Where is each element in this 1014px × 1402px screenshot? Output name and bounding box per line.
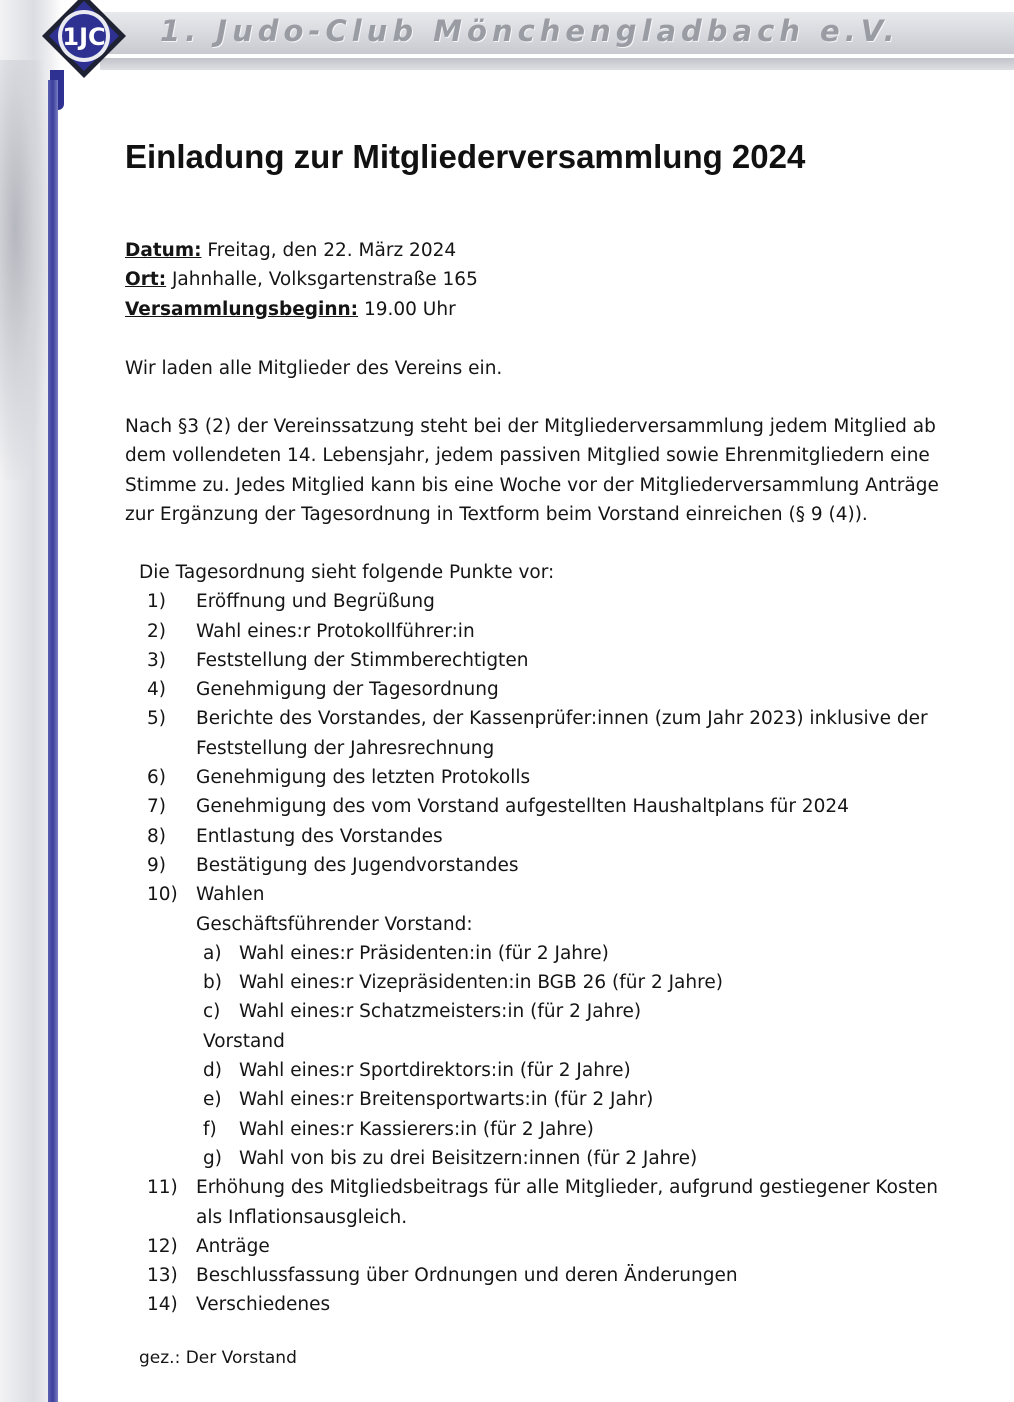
agenda-item-number: 4) bbox=[147, 679, 166, 701]
agenda-item-text: Feststellung der Stimmberechtigten bbox=[196, 649, 529, 671]
election-text: Wahl eines:r Breitensportwarts:in (für 2 Jahr) bbox=[239, 1089, 654, 1111]
meeting-details bbox=[125, 236, 995, 324]
election-text: Wahl eines:r Kassierers:in (für 2 Jahre) bbox=[239, 1118, 594, 1140]
election-item bbox=[139, 997, 999, 1026]
start-label: Versammlungsbeginn: bbox=[125, 298, 359, 320]
agenda-item bbox=[139, 822, 999, 851]
place-value: Jahnhalle, Volksgartenstraße 165 bbox=[166, 269, 478, 291]
agenda-item-text-continued: Feststellung der Jahresrechnung bbox=[196, 737, 495, 759]
date-value: Freitag, den 22. März 2024 bbox=[201, 240, 457, 261]
election-text: Wahl eines:r Sportdirektors:in (für 2 Jahre) bbox=[239, 1060, 631, 1082]
agenda-item bbox=[139, 1173, 999, 1202]
election-letter: e) bbox=[203, 1089, 222, 1111]
election-text: Wahl eines:r Vizepräsidenten:in BGB 26 (für 2 Jahre) bbox=[239, 972, 723, 994]
election-letter: c) bbox=[203, 1001, 221, 1023]
paragraph-line: Nach §3 (2) der Vereinssatzung steht bei der Mitgliederversammlung jedem Mitglied ab bbox=[125, 416, 936, 437]
strip-photo-fade bbox=[0, 60, 50, 480]
agenda-item-number: 13) bbox=[147, 1265, 178, 1287]
page-title: Einladung zur Mitgliederversammlung 2024 bbox=[125, 138, 806, 175]
date-label: Datum: bbox=[125, 240, 202, 261]
agenda-item-number: 5) bbox=[147, 708, 166, 730]
signature: gez.: Der Vorstand bbox=[139, 1348, 297, 1368]
agenda-item-text: Genehmigung des letzten Protokolls bbox=[196, 767, 531, 789]
start-value: 19.00 Uhr bbox=[358, 298, 456, 320]
agenda-intro: Die Tagesordnung sieht folgende Punkte vor: bbox=[139, 562, 555, 583]
header-underline bbox=[100, 58, 1014, 70]
paragraph-line: zur Ergänzung der Tagesordnung in Textform beim Vorstand einreichen (§ 9 (4)). bbox=[125, 504, 868, 526]
election-text: Wahl eines:r Schatzmeisters:in (für 2 Jahre) bbox=[239, 1001, 642, 1023]
election-letter: f) bbox=[203, 1118, 217, 1140]
agenda-item bbox=[139, 880, 999, 909]
place-label: Ort: bbox=[125, 269, 167, 291]
agenda-item-text: Beschlussfassung über Ordnungen und deren Änderungen bbox=[196, 1265, 738, 1287]
election-letter: a) bbox=[203, 942, 222, 964]
agenda-item-continuation bbox=[139, 734, 999, 763]
agenda-item bbox=[139, 704, 999, 733]
agenda-item-text: Erhöhung des Mitgliedsbeitrags für alle Mitglieder, aufgrund gestiegener Kosten bbox=[196, 1177, 938, 1199]
agenda-item-number: 7) bbox=[147, 796, 166, 818]
agenda-item-text: Berichte des Vorstandes, der Kassenprüfer:innen (zum Jahr 2023) inklusive der bbox=[196, 708, 928, 730]
agenda-item bbox=[139, 617, 999, 646]
agenda-item-text: Wahlen bbox=[196, 884, 265, 906]
agenda bbox=[139, 558, 999, 1320]
election-item bbox=[139, 968, 999, 997]
election-letter: d) bbox=[203, 1060, 222, 1082]
agenda-item-text: Genehmigung der Tagesordnung bbox=[196, 679, 499, 701]
agenda-item-number: 6) bbox=[147, 767, 166, 789]
election-text: Wahl eines:r Präsidenten:in (für 2 Jahre) bbox=[239, 942, 609, 964]
left-decorative-strip bbox=[0, 0, 62, 1402]
agenda-item-number: 10) bbox=[147, 884, 178, 906]
agenda-item-number: 2) bbox=[147, 620, 166, 642]
agenda-item-number: 8) bbox=[147, 825, 166, 847]
election-letter: g) bbox=[203, 1147, 222, 1169]
agenda-item-number: 12) bbox=[147, 1235, 178, 1257]
agenda-item-number: 1) bbox=[147, 591, 166, 613]
statute-paragraph bbox=[125, 412, 995, 530]
election-text: Wahl von bis zu drei Beisitzern:innen (für 2 Jahre) bbox=[239, 1147, 698, 1169]
club-logo-icon bbox=[38, 0, 130, 82]
agenda-item bbox=[139, 851, 999, 880]
start-row bbox=[125, 295, 995, 324]
elections-group1-heading: Geschäftsführender Vorstand: bbox=[196, 913, 473, 935]
agenda-item bbox=[139, 1290, 999, 1319]
agenda-item-text: Verschiedenes bbox=[196, 1294, 331, 1316]
paragraph-line: dem vollendeten 14. Lebensjahr, jedem passiven Mitglied sowie Ehrenmitgliedern eine bbox=[125, 445, 930, 467]
agenda-item-text: Wahl eines:r Protokollführer:in bbox=[196, 620, 475, 642]
date-row bbox=[125, 236, 995, 265]
agenda-item-number: 11) bbox=[147, 1177, 178, 1199]
elections-group2-heading: Vorstand bbox=[203, 1030, 285, 1052]
elections-group-heading bbox=[139, 910, 999, 939]
election-letter: b) bbox=[203, 972, 222, 994]
agenda-item bbox=[139, 1232, 999, 1261]
intro-text: Wir laden alle Mitglieder des Vereins ein. bbox=[125, 358, 503, 379]
agenda-intro-row bbox=[139, 558, 999, 587]
agenda-item-number: 3) bbox=[147, 649, 166, 671]
election-item bbox=[139, 1115, 999, 1144]
agenda-item bbox=[139, 587, 999, 616]
agenda-item-text: Entlastung des Vorstandes bbox=[196, 825, 443, 847]
agenda-item bbox=[139, 792, 999, 821]
elections-group-heading bbox=[139, 1027, 999, 1056]
election-item bbox=[139, 1144, 999, 1173]
election-item bbox=[139, 939, 999, 968]
logo-text: 1JC bbox=[62, 23, 106, 51]
agenda-item bbox=[139, 763, 999, 792]
agenda-item-continuation bbox=[139, 1203, 999, 1232]
agenda-item-text: Eröffnung und Begrüßung bbox=[196, 591, 435, 613]
place-row bbox=[125, 265, 995, 294]
agenda-item-text: Bestätigung des Jugendvorstandes bbox=[196, 854, 519, 876]
agenda-item bbox=[139, 646, 999, 675]
agenda-item bbox=[139, 675, 999, 704]
agenda-item-number: 14) bbox=[147, 1294, 178, 1316]
agenda-item-text: Anträge bbox=[196, 1235, 270, 1257]
election-item bbox=[139, 1085, 999, 1114]
agenda-item-number: 9) bbox=[147, 854, 166, 876]
agenda-item-text-continued: als Inflationsausgleich. bbox=[196, 1206, 408, 1228]
agenda-item-text: Genehmigung des vom Vorstand aufgestellten Haushaltplans für 2024 bbox=[196, 796, 849, 818]
election-item bbox=[139, 1056, 999, 1085]
agenda-item bbox=[139, 1261, 999, 1290]
club-name: 1. Judo-Club Mönchengladbach e.V. bbox=[160, 14, 900, 48]
paragraph-line: Stimme zu. Jedes Mitglied kann bis eine Woche vor der Mitgliederversammlung Anträge bbox=[125, 474, 939, 496]
strip-blue-bar bbox=[48, 80, 58, 1402]
